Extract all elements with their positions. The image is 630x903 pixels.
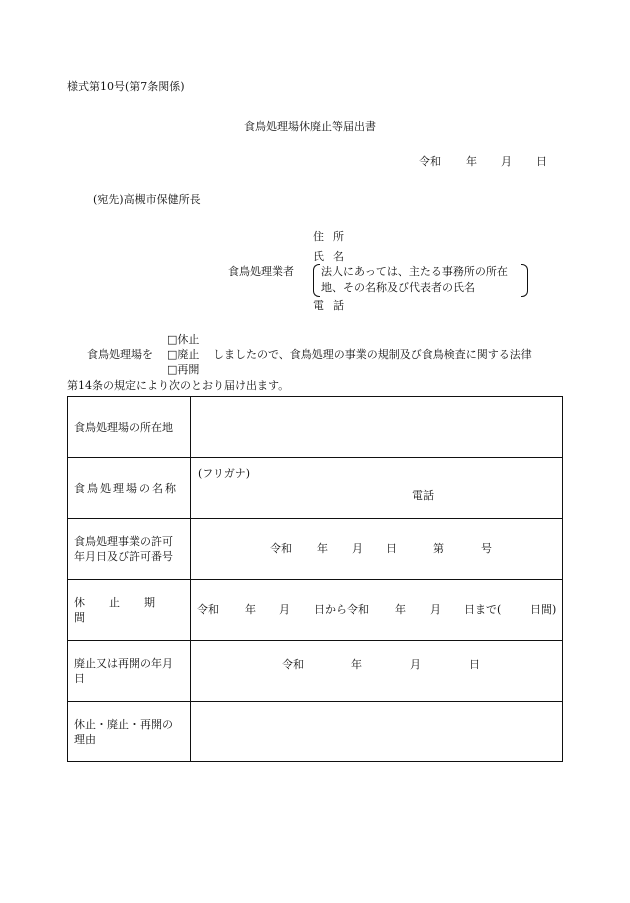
permit-label-line1: 食鳥処理事業の許可 (74, 535, 173, 548)
reason-value[interactable] (191, 702, 563, 762)
furigana-label: (フリガナ) (198, 467, 251, 480)
permit-month: 月 (352, 542, 363, 555)
facility-name-label-text: 食鳥処理場の名称 (74, 481, 178, 495)
row-permit (68, 519, 563, 580)
date-era: 令和 (419, 155, 441, 168)
suspension-value[interactable] (191, 580, 563, 641)
declaration-text-1: しましたので、食鳥処理の事業の規制及び食鳥検査に関する法律 (213, 348, 532, 361)
susp-month2: 月 (430, 603, 441, 616)
right-brace (521, 264, 528, 297)
permit-go: 号 (481, 542, 492, 555)
susp-from: 日から令和 (314, 603, 369, 616)
abolish-era: 令和 (282, 658, 304, 671)
facility-name-value[interactable] (191, 458, 563, 519)
date-year: 年 (466, 155, 477, 168)
abolish-label (68, 641, 191, 702)
left-brace (313, 264, 320, 297)
susp-year2: 年 (395, 603, 406, 616)
permit-no: 第 (433, 542, 444, 555)
abolish-year: 年 (351, 658, 362, 671)
abolish-month: 月 (410, 658, 421, 671)
row-suspension (68, 580, 563, 641)
permit-label (68, 519, 191, 580)
option-suspend[interactable]: □休止 (167, 333, 200, 346)
form-number: 様式第10号(第7条関係) (67, 80, 185, 93)
name-label: 氏名 (313, 250, 353, 263)
susp-days: 日間) (530, 603, 557, 616)
location-label: 食鳥処理場の所在地 (68, 397, 191, 458)
susp-year1: 年 (245, 603, 256, 616)
permit-year: 年 (317, 542, 328, 555)
date-day: 日 (536, 155, 547, 168)
susp-until: 日まで( (464, 603, 502, 616)
permit-value[interactable] (191, 519, 563, 580)
addressee: (宛先)高槻市保健所長 (93, 193, 201, 206)
applicant-role: 食鳥処理業者 (228, 265, 294, 278)
susp-month1: 月 (279, 603, 290, 616)
location-value[interactable] (191, 397, 563, 458)
abolish-label-line1: 廃止又は再開の年月 (74, 657, 173, 670)
permit-label-line2: 年月日及び許可番号 (74, 550, 173, 563)
permit-era: 令和 (270, 542, 292, 555)
date-month: 月 (501, 155, 512, 168)
phone-label: 電話 (313, 299, 353, 312)
facility-phone-label: 電話 (412, 489, 434, 502)
option-resume[interactable]: □再開 (167, 363, 200, 376)
row-location (68, 397, 563, 458)
abolish-label-line2: 日 (74, 672, 85, 685)
row-name (68, 458, 563, 519)
applicant-note-line1: 法人にあっては、主たる事務所の所在 (321, 265, 508, 278)
row-reason (68, 702, 563, 762)
permit-day: 日 (386, 542, 397, 555)
suspension-label-text: 休止期間 (74, 596, 179, 624)
reason-label-line1: 休止・廃止・再開の (74, 717, 173, 731)
notification-table (67, 396, 563, 762)
susp-era1: 令和 (197, 603, 219, 616)
address-label: 住所 (313, 230, 353, 243)
declaration-text-2: 第14条の規定により次のとおり届け出ます。 (67, 379, 290, 392)
applicant-note-line2: 地、その名称及び代表者の氏名 (321, 281, 475, 294)
facility-name-label (68, 458, 191, 519)
option-abolish[interactable]: □廃止 (167, 348, 200, 361)
row-abolish (68, 641, 563, 702)
reason-label-line2: 理由 (74, 732, 96, 746)
declaration-subject: 食鳥処理場を (87, 348, 153, 361)
abolish-value[interactable] (191, 641, 563, 702)
reason-label (68, 702, 191, 762)
form-title: 食鳥処理場休廃止等届出書 (244, 120, 376, 133)
abolish-day: 日 (469, 658, 480, 671)
suspension-label (68, 580, 191, 641)
